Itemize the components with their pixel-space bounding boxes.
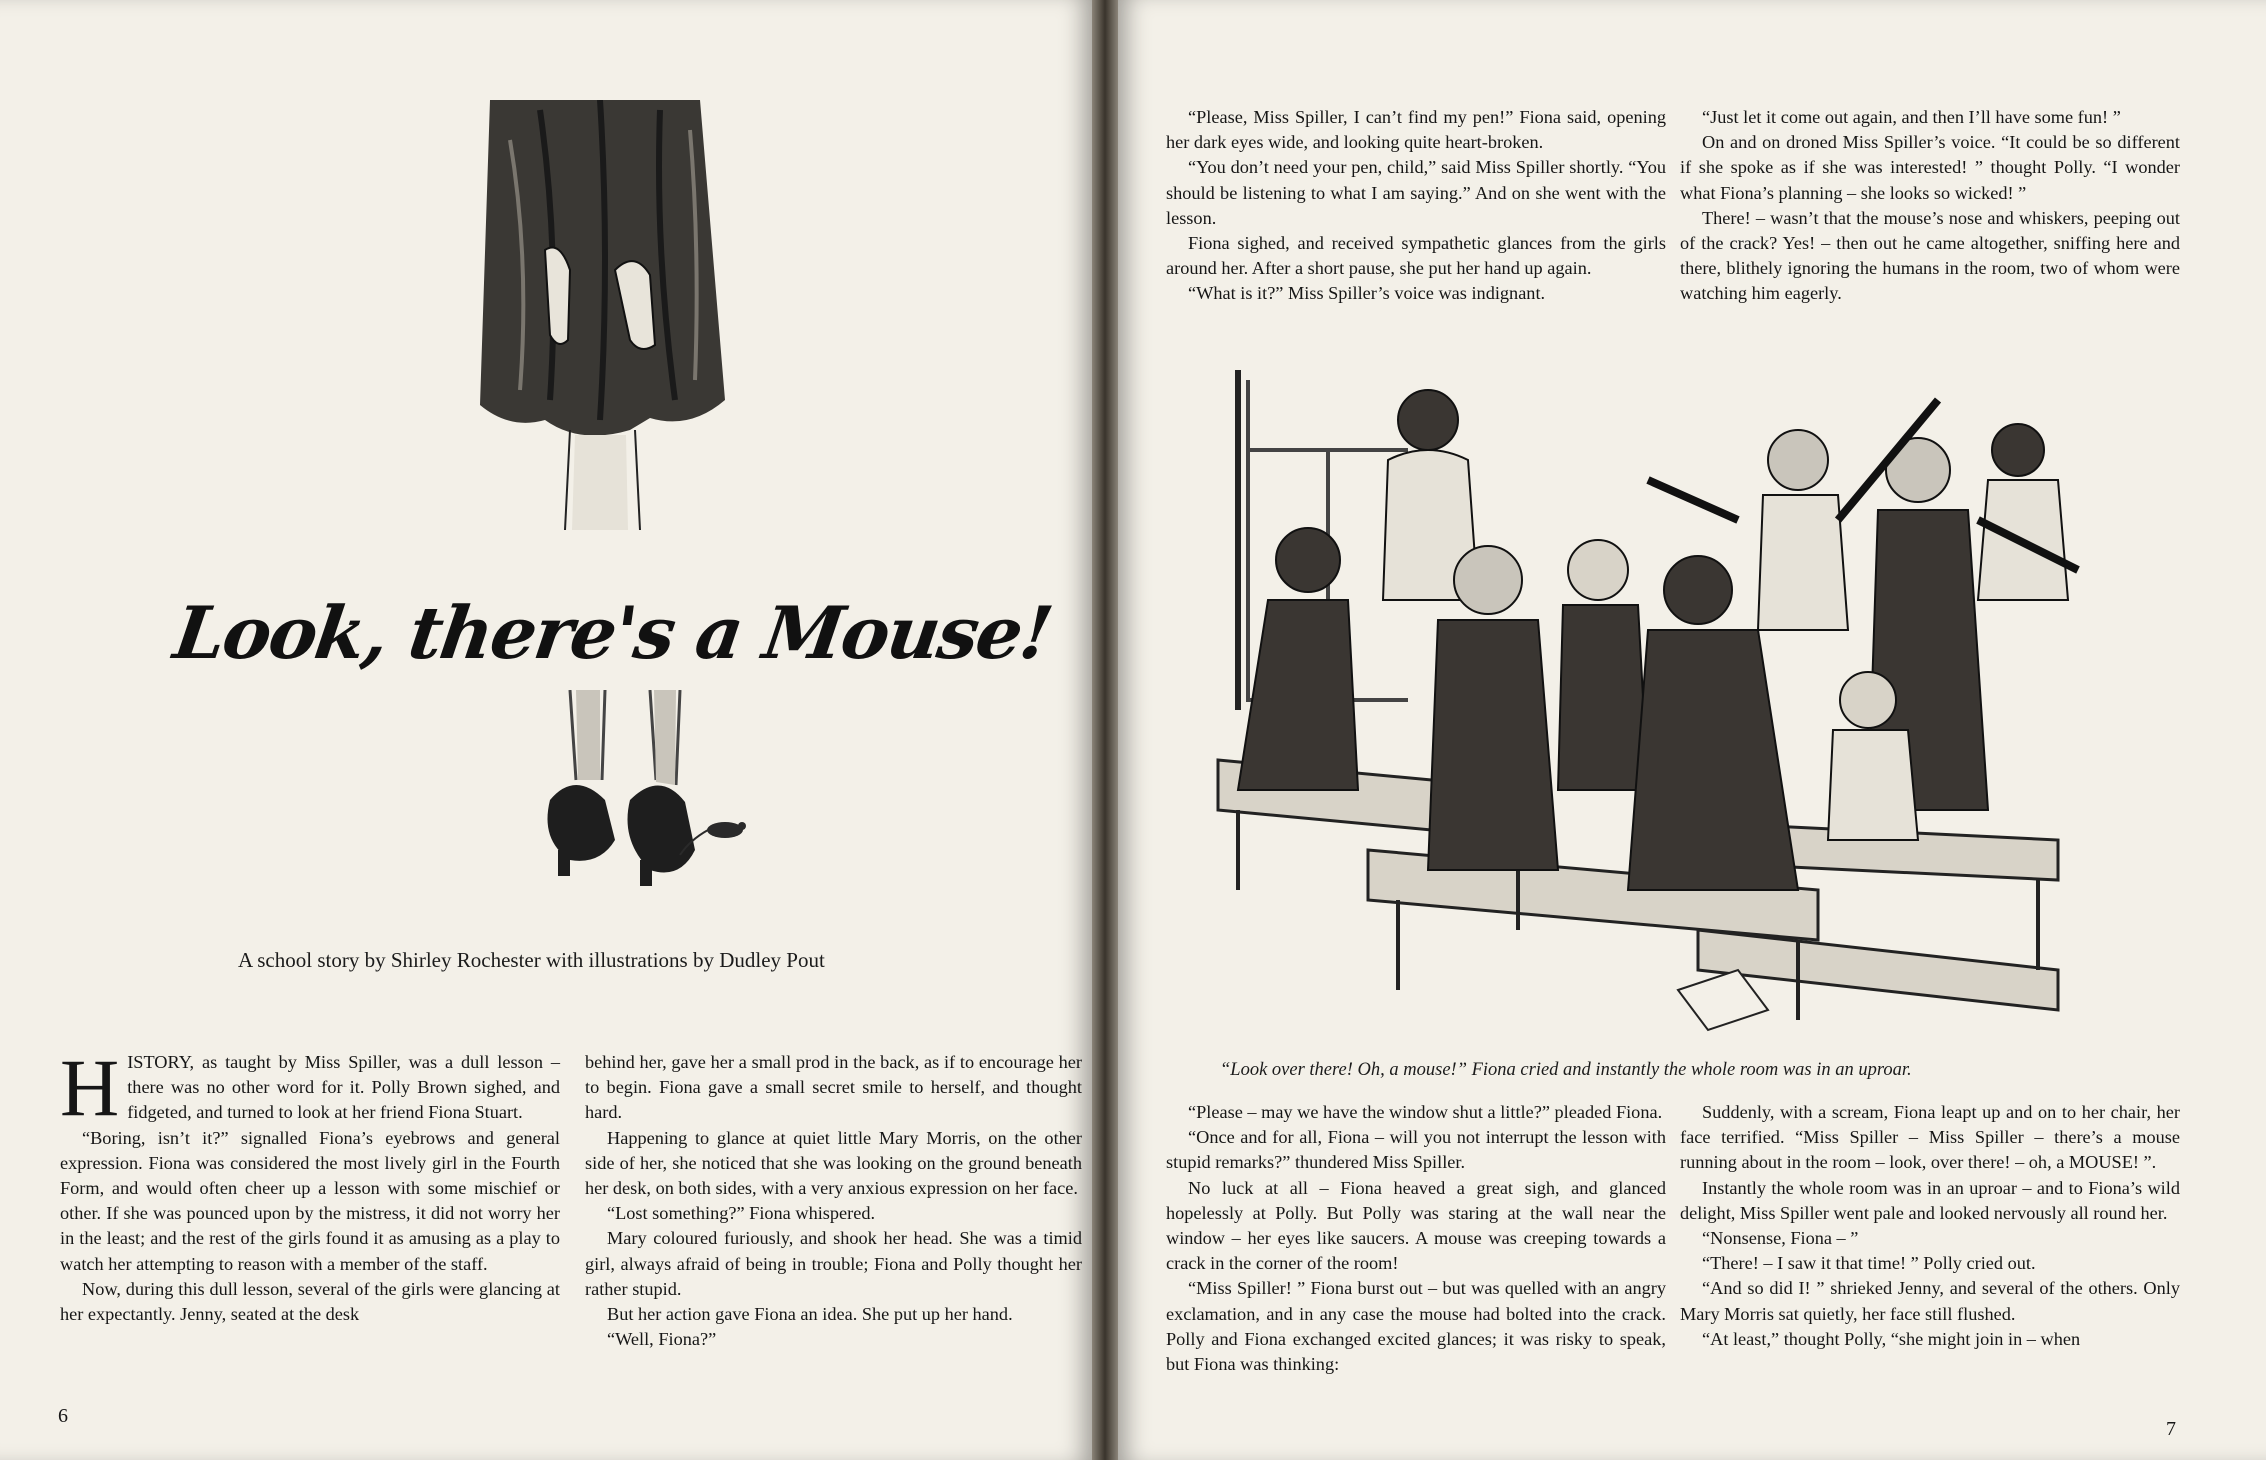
right-bottom-column-1 [1166, 1100, 1666, 1377]
shoes-mouse-illustration [480, 690, 780, 930]
gutter [1092, 0, 1118, 1460]
skirt-illustration [450, 100, 750, 530]
paragraph: Mary coloured furiously, and shook her head. She was a timid girl, always afraid of being in trouble; Fiona and Polly thought her rather stupid. [585, 1228, 1082, 1299]
paragraph: “What is it?” Miss Spiller’s voice was indignant. [1188, 283, 1546, 304]
paragraph: There! – wasn’t that the mouse’s nose and whiskers, peeping out of the crack? Yes! – then out he came altogether, sniffing here and there, blithely ignoring the humans in the room, two of whom were watching him eagerly. [1680, 207, 2180, 304]
drop-cap: H [60, 1042, 120, 1133]
paragraph: “Nonsense, Fiona – ” [1702, 1228, 1859, 1249]
paragraph: Instantly the whole room was in an uproar – and to Fiona’s wild delight, Miss Spiller went pale and looked nervously all round her. [1680, 1177, 2180, 1223]
paragraph: “You don’t need your pen, child,” said Miss Spiller shortly. “You should be listening to what I am saying.” And on she went with the lesson. [1166, 157, 1666, 228]
paragraph: “Please – may we have the window shut a little?” pleaded Fiona. [1188, 1102, 1663, 1122]
story-title: Look, there's a Mouse! [169, 590, 1057, 675]
byline: A school story by Shirley Rochester with illustrations by Dudley Pout [238, 948, 825, 972]
paragraph: But her action gave Fiona an idea. She put up her hand. [607, 1304, 1013, 1325]
paragraph: Suddenly, with a scream, Fiona leapt up and on to her chair, her face terrified. “Miss Spiller – Miss Spiller – there’s a mouse running about in the room – look, over there! – oh, a MOUSE! ”. [1680, 1102, 2180, 1173]
paragraph: “There! – I saw it that time! ” Polly cried out. [1702, 1253, 2036, 1274]
paragraph: “Lost something?” Fiona whispered. [607, 1203, 876, 1224]
paragraph: “Boring, isn’t it?” signalled Fiona’s eyebrows and general expression. Fiona was considered the most lively girl in the Fourth Form, and would often cheer up a lesson with some mischief or other. If she was pounced upon by the mistress, it did not worry her in the least; and the rest of the girls found it as amusing as a play to watch her attempting to reason with a member of the staff. [60, 1127, 560, 1274]
paragraph: No luck at all – Fiona heaved a great sigh, and glanced hopelessly at Polly. But Polly was staring at the wall near the window – her eyes like saucers. A mouse was creeping towards a crack in the corner of the room! [1166, 1177, 1666, 1274]
paragraph: On and on droned Miss Spiller’s voice. “It could be so different if she spoke as if she was interested! ” thought Polly. “I wonder what Fiona’s planning – she looks so wicked! ” [1680, 132, 2180, 203]
paragraph: Happening to glance at quiet little Mary Morris, on the other side of her, she noticed that she was looking on the ground beneath her desk, on both sides, with a very anxious expression on her face. [585, 1127, 1082, 1199]
paragraph: behind her, gave her a small prod in the back, as if to encourage her to begin. Fiona gave a small secret smile to herself, and thought hard. [585, 1052, 1082, 1123]
right-bottom-column-2 [1680, 1100, 2180, 1352]
left-column-2 [585, 1050, 1082, 1352]
paragraph: Now, during this dull lesson, several of the girls were glancing at her expectantly. Jenny, seated at the desk [60, 1278, 560, 1325]
right-top-column-2 [1680, 105, 2180, 307]
page-number: 7 [2166, 1418, 2176, 1440]
paragraph: HISTORY, as taught by Miss Spiller, was a dull lesson – there was no other word for it. Polly Brown sighed, and fidgeted, and turned to look at her friend Fiona Stuart. [60, 1042, 560, 1133]
paragraph: “Miss Spiller! ” Fiona burst out – but was quelled with an angry exclamation, and in any case the mouse had bolted into the crack. Polly and Fiona exchanged excited glances; it was risky to speak, but Fiona was thinking: [1166, 1278, 1666, 1375]
classroom-uproar-illustration [1178, 370, 2138, 1050]
paragraph: “Once and for all, Fiona – will you not interrupt the lesson with stupid remarks?” thundered Miss Spiller. [1166, 1127, 1666, 1173]
left-column-1 [60, 1042, 560, 1327]
paragraph: “Well, Fiona?” [607, 1329, 717, 1350]
paragraph: “Just let it come out again, and then I’ll have some fun! ” [1702, 107, 2121, 127]
left-page [0, 0, 1092, 1460]
paragraph: “At least,” thought Polly, “she might join in – when [1702, 1328, 2081, 1349]
paragraph: “And so did I! ” shrieked Jenny, and several of the others. Only Mary Morris sat quietly, her face still flushed. [1680, 1278, 2180, 1324]
page-number: 6 [58, 1405, 68, 1427]
illustration-caption: “Look over there! Oh, a mouse!” Fiona cried and instantly the whole room was in an uproar. [1220, 1060, 1912, 1080]
right-top-column-1 [1166, 105, 1666, 307]
paragraph: “Please, Miss Spiller, I can’t find my pen!” Fiona said, opening her dark eyes wide, and looking quite heart-broken. [1166, 107, 1666, 153]
paragraph: Fiona sighed, and received sympathetic glances from the girls around her. After a short pause, she put her hand up again. [1166, 233, 1666, 279]
